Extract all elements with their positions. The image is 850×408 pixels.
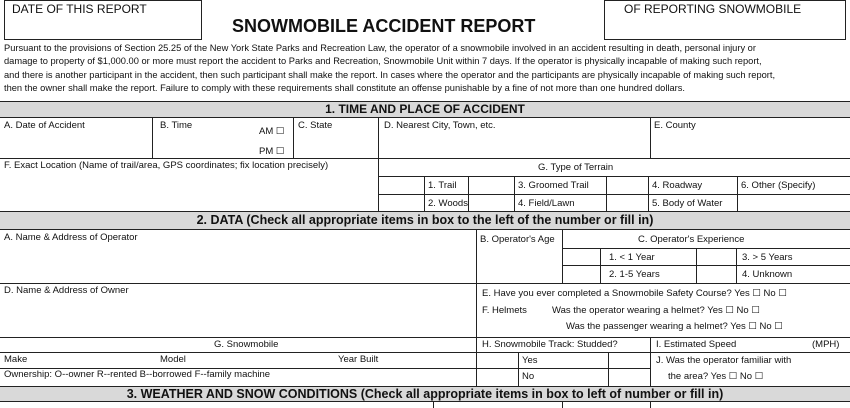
terrain-field-option[interactable]: 4. Field/Lawn <box>518 198 575 209</box>
model-label: Model <box>160 354 186 365</box>
pm-checkbox[interactable]: PM ☐ <box>259 146 285 157</box>
date-of-accident-label: A. Date of Accident <box>4 120 85 131</box>
terrain-groomed-trail-option[interactable]: 3. Groomed Trail <box>518 180 589 191</box>
studded-yes-option[interactable]: Yes <box>522 355 538 366</box>
experience-more-5-years-option[interactable]: 3. > 5 Years <box>742 252 793 263</box>
county-label: E. County <box>654 120 696 131</box>
reporting-snowmobile-label: OF REPORTING SNOWMOBILE <box>624 2 802 16</box>
passenger-helmet-question[interactable]: Was the passenger wearing a helmet? Yes ☐ No ☐ <box>566 321 783 332</box>
type-of-terrain-label: G. Type of Terrain <box>538 162 614 173</box>
time-label: B. Time <box>160 120 193 131</box>
section1-title: 1. TIME AND PLACE OF ACCIDENT <box>0 101 850 118</box>
familiar-area-question: J. Was the operator familiar with <box>656 355 792 366</box>
year-built-label: Year Built <box>338 354 379 365</box>
terrain-water-option[interactable]: 5. Body of Water <box>652 198 723 209</box>
state-label: C. State <box>298 120 333 131</box>
section3-title: 3. WEATHER AND SNOW CONDITIONS (Check all appropriate items in box to left of number or fill in) <box>0 386 850 402</box>
familiar-area-options[interactable]: the area? Yes ☐ No ☐ <box>668 371 764 382</box>
intro-line: Pursuant to the provisions of Section 25.25 of the New York State Parks and Recreation Law, the operator of a snowmobile involved in an accident resulting in death, personal injury or <box>4 43 756 53</box>
track-studded-label: H. Snowmobile Track: Studded? <box>482 339 618 350</box>
make-label: Make <box>4 354 28 365</box>
operators-experience-label: C. Operator's Experience <box>638 234 745 245</box>
operator-name-address-label: A. Name & Address of Operator <box>4 232 138 243</box>
terrain-roadway-option[interactable]: 4. Roadway <box>652 180 703 191</box>
estimated-speed-label: I. Estimated Speed <box>656 339 737 350</box>
intro-line: damage to property of $1,000.00 or more must report the accident to Parks and Recreation, Snowmobile Unit within 7 days. If the operator is physically incapable of making such report, <box>4 56 762 67</box>
owner-name-address-label: D. Name & Address of Owner <box>4 285 129 296</box>
snowmobile-label: G. Snowmobile <box>214 339 279 350</box>
report-date-label: DATE OF THIS REPORT <box>12 2 147 16</box>
intro-line: then the owner shall make the report. Failure to comply with these requirements shall constitute an offense punishable by a fine of not more than one hundred dollars. <box>4 83 685 94</box>
am-checkbox[interactable]: AM ☐ <box>259 126 285 137</box>
studded-no-option[interactable]: No <box>522 371 535 382</box>
operators-age-label: B. Operator's Age <box>480 234 555 245</box>
terrain-trail-option[interactable]: 1. Trail <box>428 180 457 191</box>
terrain-woods-option[interactable]: 2. Woods <box>428 198 468 209</box>
intro-paragraph <box>4 42 846 96</box>
experience-1-5-years-option[interactable]: 2. 1-5 Years <box>609 269 660 280</box>
safety-course-question[interactable]: E. Have you ever completed a Snowmobile Safety Course? Yes ☐ No ☐ <box>482 288 787 299</box>
nearest-city-label: D. Nearest City, Town, etc. <box>384 120 496 131</box>
ownership-label: Ownership: O--owner R--rented B--borrowed F--family machine <box>4 369 271 380</box>
operator-helmet-question[interactable]: Was the operator wearing a helmet? Yes ☐ No ☐ <box>552 305 760 316</box>
page-title: SNOWMOBILE ACCIDENT REPORT <box>232 16 536 36</box>
intro-line: and there is another participant in the accident, then such participant shall make the report. In cases where the operator and the participants are physically incapable of making such report, <box>4 69 776 80</box>
mph-label: (MPH) <box>812 339 840 350</box>
exact-location-label: F. Exact Location (Name of trail/area, GPS coordinates; fix location precisely) <box>4 160 329 171</box>
experience-less-1-year-option[interactable]: 1. < 1 Year <box>609 252 655 263</box>
helmets-label: F. Helmets <box>482 305 527 316</box>
experience-unknown-option[interactable]: 4. Unknown <box>742 269 793 280</box>
terrain-other-option[interactable]: 6. Other (Specify) <box>741 180 816 191</box>
section2-title: 2. DATA (Check all appropriate items in box to the left of the number or fill in) <box>0 211 850 230</box>
